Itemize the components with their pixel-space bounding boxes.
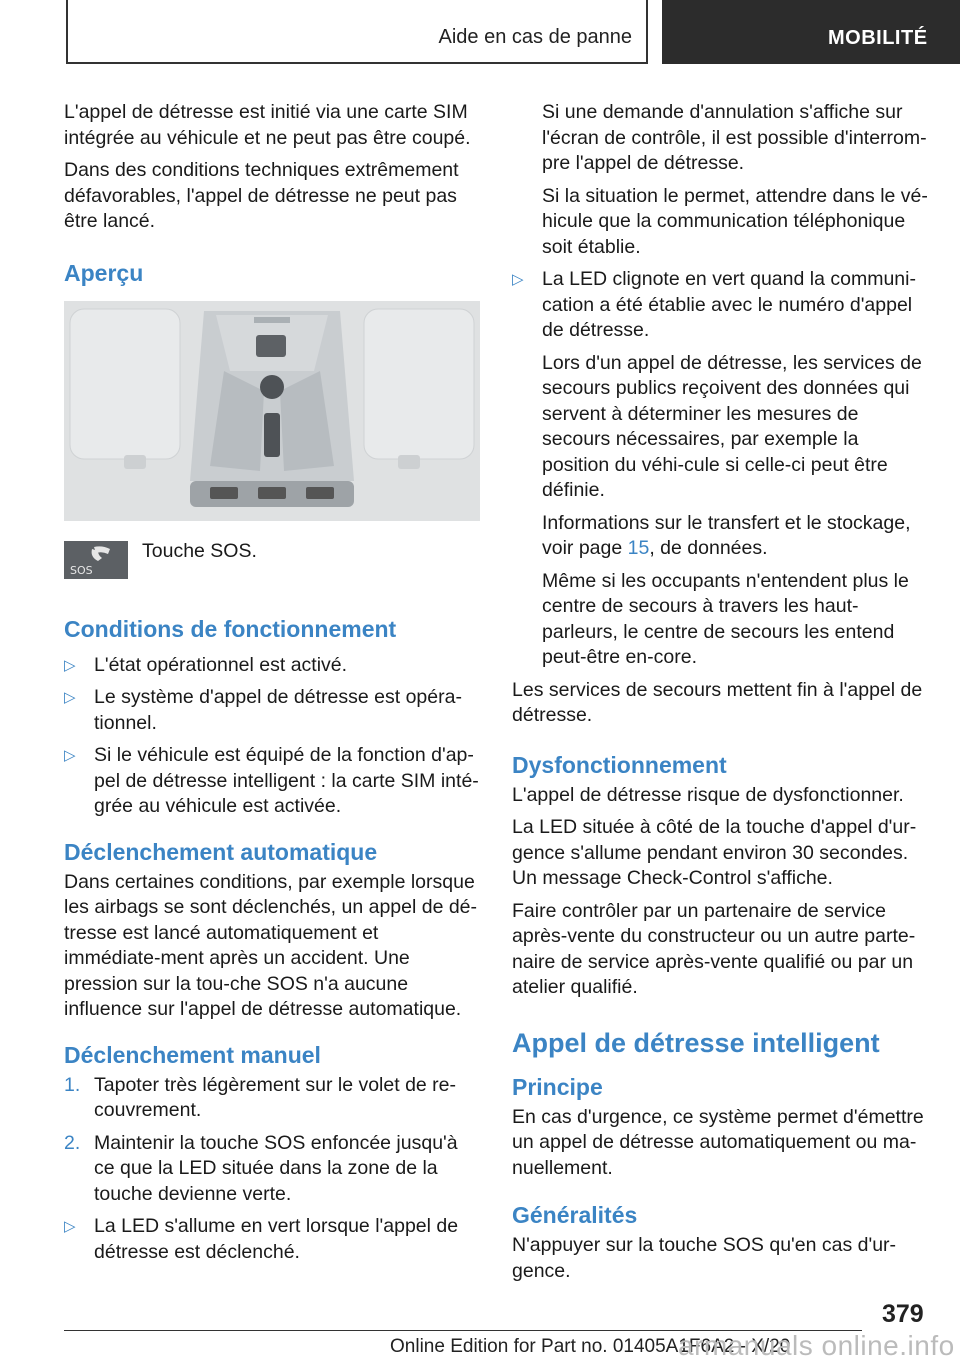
principle-heading: Principe	[512, 1073, 603, 1100]
header-frame	[66, 0, 648, 64]
chapter-tab	[662, 0, 960, 64]
hearing-note: Même si les occupants n'entendent plus le centre de secours à travers les haut-parleurs, le centre de secours les entend peut-être en-core.	[542, 569, 909, 668]
step-number: 2.	[64, 1131, 81, 1154]
bullet-icon: ▷	[64, 656, 76, 674]
bullet-icon: ▷	[64, 747, 76, 764]
end-call-text: Les services de secours mettent fin à l'appel de détresse.	[512, 678, 923, 726]
wait-note: Si la situation le permet, attendre dans le vé-hicule que la communication téléphonique soit établie.	[542, 184, 928, 258]
bullet-icon: ▷	[64, 689, 76, 706]
manual-trigger-heading: Déclenchement manuel	[64, 1041, 321, 1068]
bullet-icon: ▷	[512, 271, 524, 288]
auto-trigger-heading: Déclenchement automatique	[64, 838, 378, 865]
edition-line: Online Edition for Part no. 01405A1F6A2 - X/20	[390, 1336, 791, 1357]
auto-trigger-text: Dans certaines conditions, par exemple lorsque les airbags se sont déclenchés, un appel de dé-tresse est lancé automatiquement et immédiate-ment après un accident. Une pression sur la tou-che SOS n'a aucune influence sur l'appel de détresse automatique.	[64, 870, 478, 1020]
manual-step: 2. Maintenir la touche SOS enfoncée jusqu'à ce que la LED située dans la zone de la touche devienne verte.	[64, 1131, 458, 1205]
intro-paragraph-1: L'appel de détresse est initié via une carte SIM intégrée au véhicule et ne peut pas être coupé.	[64, 101, 471, 149]
bullet-icon: ▷	[64, 1218, 76, 1235]
conditions-item: ▷ Si le véhicule est équipé de la fonction d'ap-pel de détresse intelligent : la carte SIM inté-grée au véhicule est activée.	[64, 744, 479, 817]
sos-icon-label: SOS	[70, 563, 93, 577]
general-heading: Généralités	[512, 1202, 638, 1228]
intro-paragraph-2: Dans des conditions techniques extrêmement défavorables, l'appel de détresse ne peut pas être lancé.	[64, 159, 459, 232]
cancel-note: Si une demande d'annulation s'affiche sur l'écran de contrôle, il est possible d'interrom-pre l'appel de détresse.	[542, 101, 927, 174]
principle-text: En cas d'urgence, ce système permet d'émettre un appel de détresse automatiquement ou ma-nuellement.	[512, 1105, 924, 1179]
intelligent-call-heading: Appel de détresse intelligent	[512, 1027, 880, 1058]
sos-caption: Touche SOS.	[142, 539, 257, 562]
conditions-heading: Conditions de fonctionnement	[64, 615, 397, 642]
malfunction-text: L'appel de détresse risque de dysfonctionner.	[512, 783, 904, 806]
right-column	[512, 100, 928, 1291]
page-link[interactable]: 15	[627, 537, 650, 559]
malfunction-text: La LED située à côté de la touche d'appel d'ur-gence s'allume pendant environ 30 secondes. Un message Check-Control s'affiche.	[512, 816, 917, 889]
storage-info: Informations sur le transfert et le stockage, voir page 15, de données.	[542, 511, 911, 559]
apercu-heading: Aperçu	[64, 259, 144, 286]
left-column	[64, 100, 480, 1272]
sos-legend	[64, 539, 480, 609]
section-title: Aide en cas de panne	[438, 26, 632, 48]
led-blink-item: ▷ La LED clignote en vert quand la communi-cation a été établie avec le numéro d'appel de détresse.	[512, 268, 916, 341]
step-number: 1.	[64, 1073, 81, 1096]
conditions-item: ▷ L'état opérationnel est activé.	[64, 653, 480, 679]
watermark: armanuals online.info	[678, 1330, 955, 1361]
page-number: 379	[882, 1300, 924, 1328]
manual-result: ▷ La LED s'allume en vert lorsque l'appel de détresse est déclenché.	[64, 1215, 459, 1263]
malfunction-text: Faire contrôler par un partenaire de service après-vente du constructeur ou un autre parte-naire de service après-vente qualifié ou par un atelier qualifié.	[512, 899, 916, 998]
roof-console-photo	[64, 301, 480, 521]
chapter-title: MOBILITÉ	[828, 27, 928, 49]
page-header	[0, 0, 960, 66]
malfunction-heading: Dysfonctionnement	[512, 751, 727, 778]
general-text: N'appuyer sur la touche SOS qu'en cas d'ur-gence.	[512, 1234, 897, 1282]
sos-phone-icon	[64, 541, 128, 579]
conditions-item: ▷ Le système d'appel de détresse est opéra-tionnel.	[64, 686, 462, 734]
data-transfer-note: Lors d'un appel de détresse, les services de secours publics reçoivent des données qui servent à déterminer les mesures de secours nécessaires, par exemple la position du véhi-cule si celle-ci peut être définie.	[542, 351, 922, 501]
manual-step: 1. Tapoter très légèrement sur le volet de re-couvrement.	[64, 1073, 457, 1121]
